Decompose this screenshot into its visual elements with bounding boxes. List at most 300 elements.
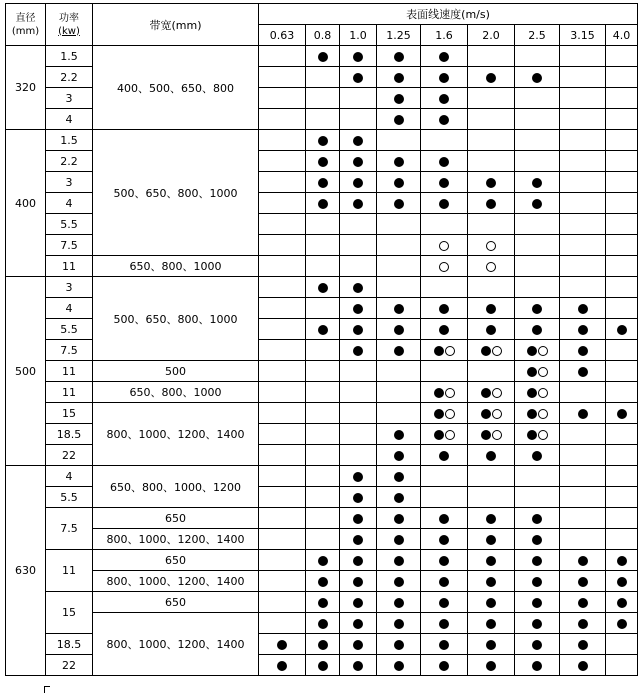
diameter-cell: 400 — [6, 130, 46, 277]
filled-circle-icon — [617, 598, 627, 608]
filled-circle-icon — [434, 388, 444, 398]
filled-circle-icon — [578, 325, 588, 335]
speed-cell — [515, 403, 560, 424]
filled-circle-icon — [486, 199, 496, 209]
speed-cell — [259, 298, 306, 319]
filled-circle-icon — [318, 136, 328, 146]
speed-cell — [468, 151, 515, 172]
filled-circle-icon — [439, 157, 449, 167]
filled-circle-icon — [527, 409, 537, 419]
speed-cell — [306, 256, 340, 277]
speed-cell — [340, 424, 377, 445]
speed-cell — [468, 508, 515, 529]
filled-circle-icon — [439, 556, 449, 566]
filled-circle-icon — [439, 577, 449, 587]
filled-circle-icon — [486, 514, 496, 524]
speed-cell — [259, 256, 306, 277]
filled-circle-icon — [578, 367, 588, 377]
speed-cell — [377, 403, 421, 424]
filled-circle-icon — [486, 640, 496, 650]
power-cell: 11 — [46, 550, 93, 592]
speed-cell — [560, 109, 606, 130]
speed-cell — [421, 109, 468, 130]
open-circle-icon — [538, 346, 548, 356]
speed-cell — [421, 361, 468, 382]
speed-cell — [468, 655, 515, 676]
speed-cell — [306, 319, 340, 340]
filled-circle-icon — [394, 493, 404, 503]
table-row — [6, 256, 638, 277]
power-cell: 22 — [46, 655, 93, 676]
speed-cell — [306, 466, 340, 487]
filled-circle-icon — [532, 178, 542, 188]
filled-circle-icon — [318, 178, 328, 188]
speed-cell — [560, 424, 606, 445]
filled-circle-icon — [578, 598, 588, 608]
filled-circle-icon — [394, 451, 404, 461]
speed-cell — [468, 193, 515, 214]
speed-cell — [306, 67, 340, 88]
open-circle-icon — [492, 409, 502, 419]
power-cell: 11 — [46, 382, 93, 403]
speed-cell — [340, 529, 377, 550]
filled-circle-icon — [353, 514, 363, 524]
speed-cell — [340, 487, 377, 508]
speed-cell — [468, 172, 515, 193]
speed-cell — [259, 634, 306, 655]
filled-circle-icon — [439, 199, 449, 209]
speed-cell — [377, 466, 421, 487]
speed-cell — [468, 361, 515, 382]
filled-circle-icon — [434, 430, 444, 440]
speed-cell — [560, 319, 606, 340]
speed-cell — [259, 403, 306, 424]
speed-cell — [468, 46, 515, 67]
speed-cell — [259, 550, 306, 571]
filled-circle-icon — [578, 577, 588, 587]
filled-circle-icon — [353, 136, 363, 146]
speed-cell — [377, 571, 421, 592]
open-circle-icon — [492, 430, 502, 440]
speed-cell — [606, 571, 638, 592]
filled-circle-icon — [486, 535, 496, 545]
speed-cell — [377, 319, 421, 340]
speed-cell — [377, 214, 421, 235]
speed-cell — [606, 382, 638, 403]
speed-cell — [377, 634, 421, 655]
speed-cell — [377, 529, 421, 550]
speed-cell — [515, 46, 560, 67]
speed-cell — [340, 634, 377, 655]
speed-cell — [560, 571, 606, 592]
speed-cell — [606, 46, 638, 67]
speed-cell — [468, 571, 515, 592]
diameter-unit: (mm) — [11, 25, 40, 37]
bandwidth-cell: 500 — [93, 361, 259, 382]
speed-cell — [377, 445, 421, 466]
diameter-cell: 630 — [6, 466, 46, 676]
speed-cell — [340, 235, 377, 256]
speed-cell — [606, 361, 638, 382]
speed-cell — [560, 550, 606, 571]
speed-cell — [560, 277, 606, 298]
speed-cell — [421, 550, 468, 571]
speed-cell — [306, 151, 340, 172]
table-row — [6, 529, 638, 550]
filled-circle-icon — [318, 325, 328, 335]
speed-cell — [340, 130, 377, 151]
filled-circle-icon — [353, 472, 363, 482]
speed-cell — [340, 340, 377, 361]
filled-circle-icon — [277, 661, 287, 671]
bandwidth-cell: 800、1000、1200、1400 — [93, 613, 259, 676]
speed-cell — [306, 445, 340, 466]
speed-cell — [259, 382, 306, 403]
speed-cell — [606, 256, 638, 277]
speed-cell — [421, 466, 468, 487]
filled-circle-icon — [353, 640, 363, 650]
speed-cell — [468, 613, 515, 634]
speed-cell — [259, 319, 306, 340]
speed-cell — [306, 130, 340, 151]
speed-cell — [606, 172, 638, 193]
speed-cell — [468, 403, 515, 424]
open-circle-icon — [486, 241, 496, 251]
filled-circle-icon — [532, 577, 542, 587]
speed-cell — [259, 361, 306, 382]
filled-circle-icon — [318, 52, 328, 62]
filled-circle-icon — [532, 598, 542, 608]
speed-cell — [606, 592, 638, 613]
speed-cell — [515, 592, 560, 613]
open-circle-icon — [445, 388, 455, 398]
filled-circle-icon — [439, 52, 449, 62]
speed-cell — [340, 571, 377, 592]
speed-cell — [515, 67, 560, 88]
speed-cell — [377, 592, 421, 613]
speed-cell — [340, 151, 377, 172]
filled-circle-icon — [394, 94, 404, 104]
power-label: 功率 — [59, 12, 79, 24]
speed-cell — [259, 214, 306, 235]
speed-cell — [515, 550, 560, 571]
speed-cell — [606, 613, 638, 634]
filled-circle-icon — [353, 199, 363, 209]
speed-cell — [421, 151, 468, 172]
open-circle-icon — [445, 430, 455, 440]
filled-circle-icon — [394, 619, 404, 629]
filled-circle-icon — [439, 598, 449, 608]
speed-cell — [259, 235, 306, 256]
speed-cell — [377, 382, 421, 403]
speed-cell — [421, 487, 468, 508]
filled-circle-icon — [439, 514, 449, 524]
filled-circle-icon — [353, 304, 363, 314]
filled-circle-icon — [434, 346, 444, 356]
speed-cell — [421, 319, 468, 340]
speed-cell — [340, 361, 377, 382]
speed-cell — [606, 298, 638, 319]
speed-cell — [606, 340, 638, 361]
bandwidth-cell: 650 — [93, 550, 259, 571]
open-circle-icon — [492, 388, 502, 398]
speed-cell — [340, 382, 377, 403]
speed-cell — [560, 403, 606, 424]
speed-cell — [421, 445, 468, 466]
filled-circle-icon — [532, 556, 542, 566]
speed-cell — [468, 592, 515, 613]
power-cell: 18.5 — [46, 634, 93, 655]
filled-circle-icon — [578, 661, 588, 671]
filled-circle-icon — [353, 346, 363, 356]
filled-circle-icon — [532, 73, 542, 83]
speed-cell — [515, 508, 560, 529]
bandwidth-cell: 500、650、800、1000 — [93, 130, 259, 256]
speed-cell — [306, 298, 340, 319]
speed-header-cell: 0.63 — [259, 25, 306, 46]
speed-cell — [306, 361, 340, 382]
speed-cell — [306, 634, 340, 655]
speed-cell — [606, 529, 638, 550]
speed-cell — [306, 592, 340, 613]
speed-cell — [259, 529, 306, 550]
table-row — [6, 613, 638, 634]
speed-cell — [340, 88, 377, 109]
speed-cell — [377, 109, 421, 130]
speed-cell — [606, 67, 638, 88]
speed-cell — [421, 403, 468, 424]
speed-cell — [306, 277, 340, 298]
table-row — [6, 130, 638, 151]
bandwidth-cell: 650 — [93, 592, 259, 613]
speed-cell — [306, 613, 340, 634]
speed-cell — [606, 88, 638, 109]
bandwidth-header: 带宽(mm) — [93, 4, 259, 46]
filled-circle-icon — [486, 556, 496, 566]
open-circle-icon — [439, 241, 449, 251]
filled-circle-icon — [353, 178, 363, 188]
filled-circle-icon — [486, 661, 496, 671]
speed-cell — [340, 403, 377, 424]
filled-circle-icon — [318, 283, 328, 293]
filled-circle-icon — [394, 577, 404, 587]
speed-cell — [515, 88, 560, 109]
filled-circle-icon — [532, 325, 542, 335]
speed-cell — [421, 634, 468, 655]
power-cell: 2.2 — [46, 151, 93, 172]
speed-cell — [560, 487, 606, 508]
table-body — [6, 46, 638, 676]
speed-cell — [259, 109, 306, 130]
speed-cell — [421, 256, 468, 277]
filled-circle-icon — [486, 325, 496, 335]
speed-cell — [421, 655, 468, 676]
speed-cell — [377, 613, 421, 634]
speed-cell — [468, 235, 515, 256]
speed-cell — [377, 88, 421, 109]
filled-circle-icon — [394, 640, 404, 650]
filled-circle-icon — [486, 451, 496, 461]
speed-cell — [306, 403, 340, 424]
speed-cell — [468, 214, 515, 235]
power-cell: 1.5 — [46, 46, 93, 67]
filled-circle-icon — [439, 304, 449, 314]
open-circle-icon — [486, 262, 496, 272]
speed-cell — [306, 172, 340, 193]
speed-cell — [515, 172, 560, 193]
speed-cell — [306, 235, 340, 256]
speed-cell — [421, 46, 468, 67]
filled-circle-icon — [486, 73, 496, 83]
speed-cell — [560, 214, 606, 235]
speed-cell — [515, 634, 560, 655]
speed-cell — [560, 88, 606, 109]
speed-cell — [340, 592, 377, 613]
filled-circle-icon — [532, 661, 542, 671]
speed-cell — [306, 46, 340, 67]
filled-circle-icon — [353, 325, 363, 335]
table-row — [6, 361, 638, 382]
power-cell: 18.5 — [46, 424, 93, 445]
filled-circle-icon — [353, 52, 363, 62]
filled-circle-icon — [353, 73, 363, 83]
power-cell: 1.5 — [46, 130, 93, 151]
speed-cell — [340, 109, 377, 130]
power-cell: 4 — [46, 109, 93, 130]
speed-cell — [377, 550, 421, 571]
speed-cell — [560, 67, 606, 88]
speed-header-cell: 3.15 — [560, 25, 606, 46]
power-cell: 5.5 — [46, 214, 93, 235]
speed-cell — [259, 46, 306, 67]
filled-circle-icon — [277, 640, 287, 650]
speed-cell — [259, 487, 306, 508]
speed-cell — [421, 214, 468, 235]
power-cell: 3 — [46, 277, 93, 298]
speed-cell — [468, 88, 515, 109]
power-header — [46, 4, 93, 46]
filled-circle-icon — [527, 430, 537, 440]
speed-cell — [340, 172, 377, 193]
speed-cell — [421, 508, 468, 529]
speed-cell — [421, 340, 468, 361]
speed-cell — [306, 382, 340, 403]
filled-circle-icon — [394, 430, 404, 440]
power-cell: 3 — [46, 88, 93, 109]
speed-cell — [468, 550, 515, 571]
speed-cell — [560, 256, 606, 277]
speed-cell — [421, 382, 468, 403]
filled-circle-icon — [439, 640, 449, 650]
speed-cell — [340, 466, 377, 487]
filled-circle-icon — [439, 451, 449, 461]
speed-cell — [306, 340, 340, 361]
open-circle-icon — [445, 346, 455, 356]
speed-cell — [468, 382, 515, 403]
speed-cell — [560, 508, 606, 529]
speed-cell — [560, 298, 606, 319]
filled-circle-icon — [394, 52, 404, 62]
speed-cell — [606, 235, 638, 256]
speed-cell — [340, 193, 377, 214]
speed-cell — [560, 361, 606, 382]
power-cell: 7.5 — [46, 508, 93, 550]
bandwidth-cell: 800、1000、1200、1400 — [93, 403, 259, 466]
speed-cell — [377, 277, 421, 298]
speed-cell — [259, 466, 306, 487]
filled-circle-icon — [532, 619, 542, 629]
speed-cell — [560, 235, 606, 256]
power-cell: 7.5 — [46, 235, 93, 256]
speed-cell — [377, 172, 421, 193]
filled-circle-icon — [394, 661, 404, 671]
table-row — [6, 466, 638, 487]
speed-header-cell: 2.0 — [468, 25, 515, 46]
filled-circle-icon — [486, 598, 496, 608]
speed-cell — [468, 634, 515, 655]
speed-cell — [515, 613, 560, 634]
speed-cell — [377, 340, 421, 361]
speed-cell — [306, 487, 340, 508]
speed-cell — [515, 319, 560, 340]
speed-cell — [340, 46, 377, 67]
speed-cell — [515, 256, 560, 277]
filled-circle-icon — [318, 157, 328, 167]
speed-cell — [515, 571, 560, 592]
speed-cell — [421, 592, 468, 613]
filled-circle-icon — [394, 178, 404, 188]
speed-cell — [515, 214, 560, 235]
speed-cell — [515, 130, 560, 151]
speed-cell — [560, 613, 606, 634]
filled-circle-icon — [318, 598, 328, 608]
speed-cell — [560, 445, 606, 466]
speed-cell — [259, 172, 306, 193]
speed-cell — [306, 529, 340, 550]
table-row — [6, 382, 638, 403]
filled-circle-icon — [353, 157, 363, 167]
filled-circle-icon — [481, 388, 491, 398]
speed-header-cell: 2.5 — [515, 25, 560, 46]
filled-circle-icon — [578, 619, 588, 629]
open-circle-icon — [538, 367, 548, 377]
filled-circle-icon — [394, 304, 404, 314]
speed-cell — [468, 256, 515, 277]
speed-cell — [340, 277, 377, 298]
table-row — [6, 277, 638, 298]
filled-circle-icon — [527, 388, 537, 398]
bandwidth-cell: 650 — [93, 508, 259, 529]
filled-circle-icon — [394, 472, 404, 482]
speed-cell — [515, 298, 560, 319]
speed-cell — [468, 130, 515, 151]
speed-cell — [340, 298, 377, 319]
open-circle-icon — [538, 430, 548, 440]
filled-circle-icon — [532, 514, 542, 524]
filled-circle-icon — [527, 367, 537, 377]
diameter-cell: 500 — [6, 277, 46, 466]
speed-cell — [259, 424, 306, 445]
speed-cell — [468, 529, 515, 550]
speed-cell — [377, 655, 421, 676]
filled-circle-icon — [439, 661, 449, 671]
speed-cell — [606, 277, 638, 298]
filled-circle-icon — [394, 115, 404, 125]
speed-cell — [468, 277, 515, 298]
filled-circle-icon — [394, 199, 404, 209]
surface-speed-header: 表面线速度(m/s) — [259, 4, 638, 25]
speed-cell — [468, 319, 515, 340]
